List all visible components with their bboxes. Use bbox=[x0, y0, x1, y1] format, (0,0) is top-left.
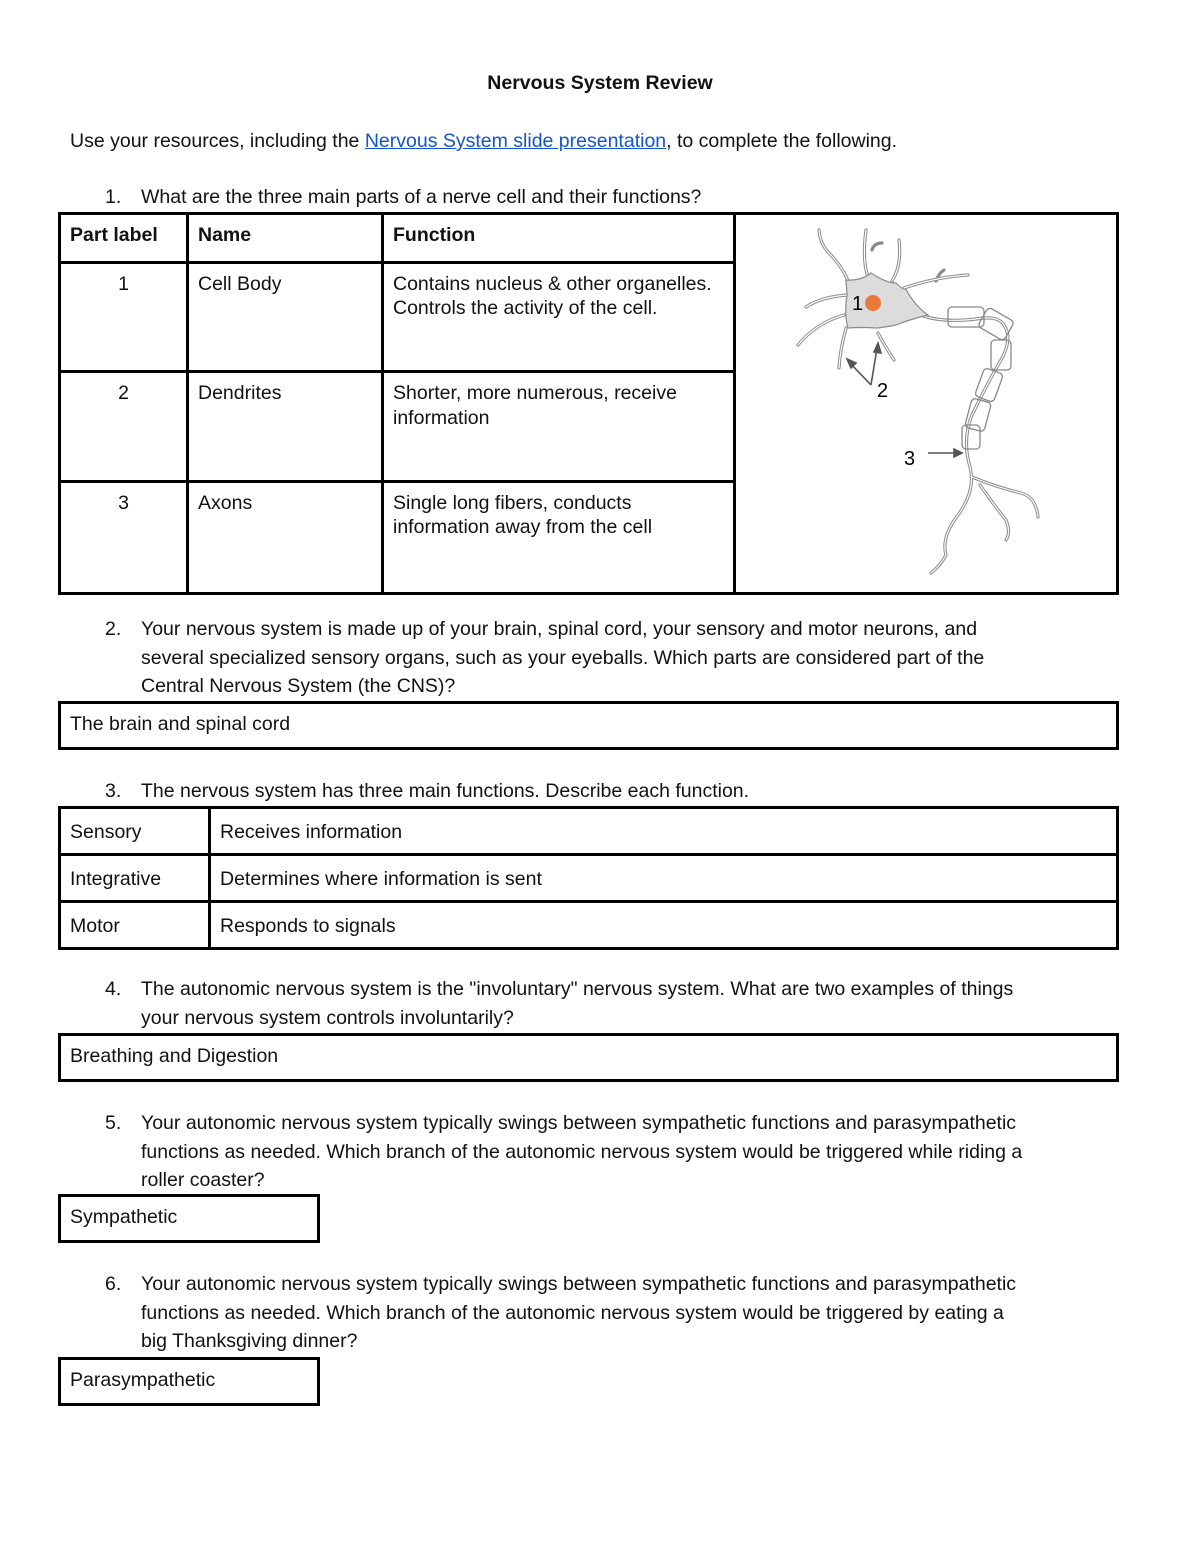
q2-line: Your nervous system is made up of your brain, spinal cord, your sensory and motor neurons, and bbox=[141, 618, 978, 640]
q2-answer[interactable]: The brain and spinal cord bbox=[58, 701, 1119, 750]
dendrites bbox=[798, 230, 1038, 573]
q6-number: 6. bbox=[105, 1273, 122, 1295]
q5-line: functions as needed. Which branch of the autonomic nervous system would be triggered while riding a bbox=[141, 1140, 1023, 1163]
header-function: Function bbox=[383, 214, 735, 263]
q4-line: your nervous system controls involuntarily? bbox=[141, 1006, 514, 1029]
header-part-label: Part label bbox=[60, 214, 188, 263]
q2-line: several specialized sensory organs, such as your eyeballs. Which parts are considered part of the bbox=[141, 646, 985, 669]
table-row bbox=[60, 902, 1118, 949]
neuron-diagram bbox=[736, 215, 1116, 585]
q2-line: Central Nervous System (the CNS)? bbox=[141, 675, 456, 697]
part-function: Single long fibers, conducts information away from the cell bbox=[383, 481, 735, 593]
arrows bbox=[847, 343, 962, 457]
neuron-diagram-cell bbox=[735, 214, 1118, 594]
part-label: 1 bbox=[60, 262, 188, 372]
function-name: Integrative bbox=[60, 855, 210, 902]
q3-text: The nervous system has three main functions. Describe each function. bbox=[141, 780, 750, 802]
part-name: Axons bbox=[188, 481, 383, 593]
q6-line: functions as needed. Which branch of the autonomic nervous system would be triggered by eating a bbox=[141, 1301, 1004, 1324]
slide-presentation-link[interactable]: Nervous System slide presentation bbox=[364, 130, 667, 152]
q4-number: 4. bbox=[105, 978, 122, 1000]
q5-text bbox=[141, 1109, 1022, 1195]
q4-line: The autonomic nervous system is the "involuntary" nervous system. What are two examples of things bbox=[141, 978, 1014, 1000]
q4-answer[interactable]: Breathing and Digestion bbox=[58, 1033, 1119, 1082]
q6-line: big Thanksgiving dinner? bbox=[141, 1330, 358, 1352]
q6-line: Your autonomic nervous system typically swings between sympathetic functions and parasympathetic bbox=[141, 1273, 1017, 1295]
nucleus-icon bbox=[865, 295, 881, 311]
function-name: Motor bbox=[60, 902, 210, 949]
q4-text bbox=[141, 975, 1013, 1032]
q5-line: roller coaster? bbox=[141, 1169, 265, 1191]
part-function: Contains nucleus & other organelles. Controls the activity of the cell. bbox=[383, 262, 735, 372]
page-title: Nervous System Review bbox=[487, 72, 713, 94]
function-name: Sensory bbox=[60, 808, 210, 855]
table-row bbox=[60, 808, 1118, 855]
q2-number: 2. bbox=[105, 618, 122, 640]
part-name: Dendrites bbox=[188, 372, 383, 482]
header-name: Name bbox=[188, 214, 383, 263]
nerve-cell-table bbox=[58, 212, 1119, 595]
function-desc[interactable]: Responds to signals bbox=[210, 902, 1118, 949]
q2-text bbox=[141, 615, 984, 701]
table-row bbox=[60, 855, 1118, 902]
q5-answer[interactable]: Sympathetic bbox=[58, 1194, 320, 1243]
part-label: 2 bbox=[60, 372, 188, 482]
part-label: 3 bbox=[60, 481, 188, 593]
intro-after: , to complete the following. bbox=[666, 130, 898, 152]
diagram-label-2: 2 bbox=[877, 380, 889, 402]
function-desc[interactable]: Determines where information is sent bbox=[210, 855, 1118, 902]
intro-text bbox=[70, 127, 897, 156]
q5-number: 5. bbox=[105, 1112, 122, 1134]
part-name: Cell Body bbox=[188, 262, 383, 372]
part-function: Shorter, more numerous, receive information bbox=[383, 372, 735, 482]
q6-text bbox=[141, 1270, 1016, 1356]
q3-number: 3. bbox=[105, 780, 122, 802]
q1-number: 1. bbox=[105, 186, 122, 208]
intro-before: Use your resources, including the bbox=[70, 130, 365, 152]
q5-line: Your autonomic nervous system typically swings between sympathetic functions and parasympathetic bbox=[141, 1112, 1017, 1134]
functions-table bbox=[58, 806, 1119, 950]
q1-text: What are the three main parts of a nerve cell and their functions? bbox=[141, 186, 702, 208]
diagram-label-1: 1 bbox=[852, 293, 864, 315]
q6-answer[interactable]: Parasympathetic bbox=[58, 1357, 320, 1406]
diagram-label-3: 3 bbox=[904, 448, 916, 470]
function-desc[interactable]: Receives information bbox=[210, 808, 1118, 855]
